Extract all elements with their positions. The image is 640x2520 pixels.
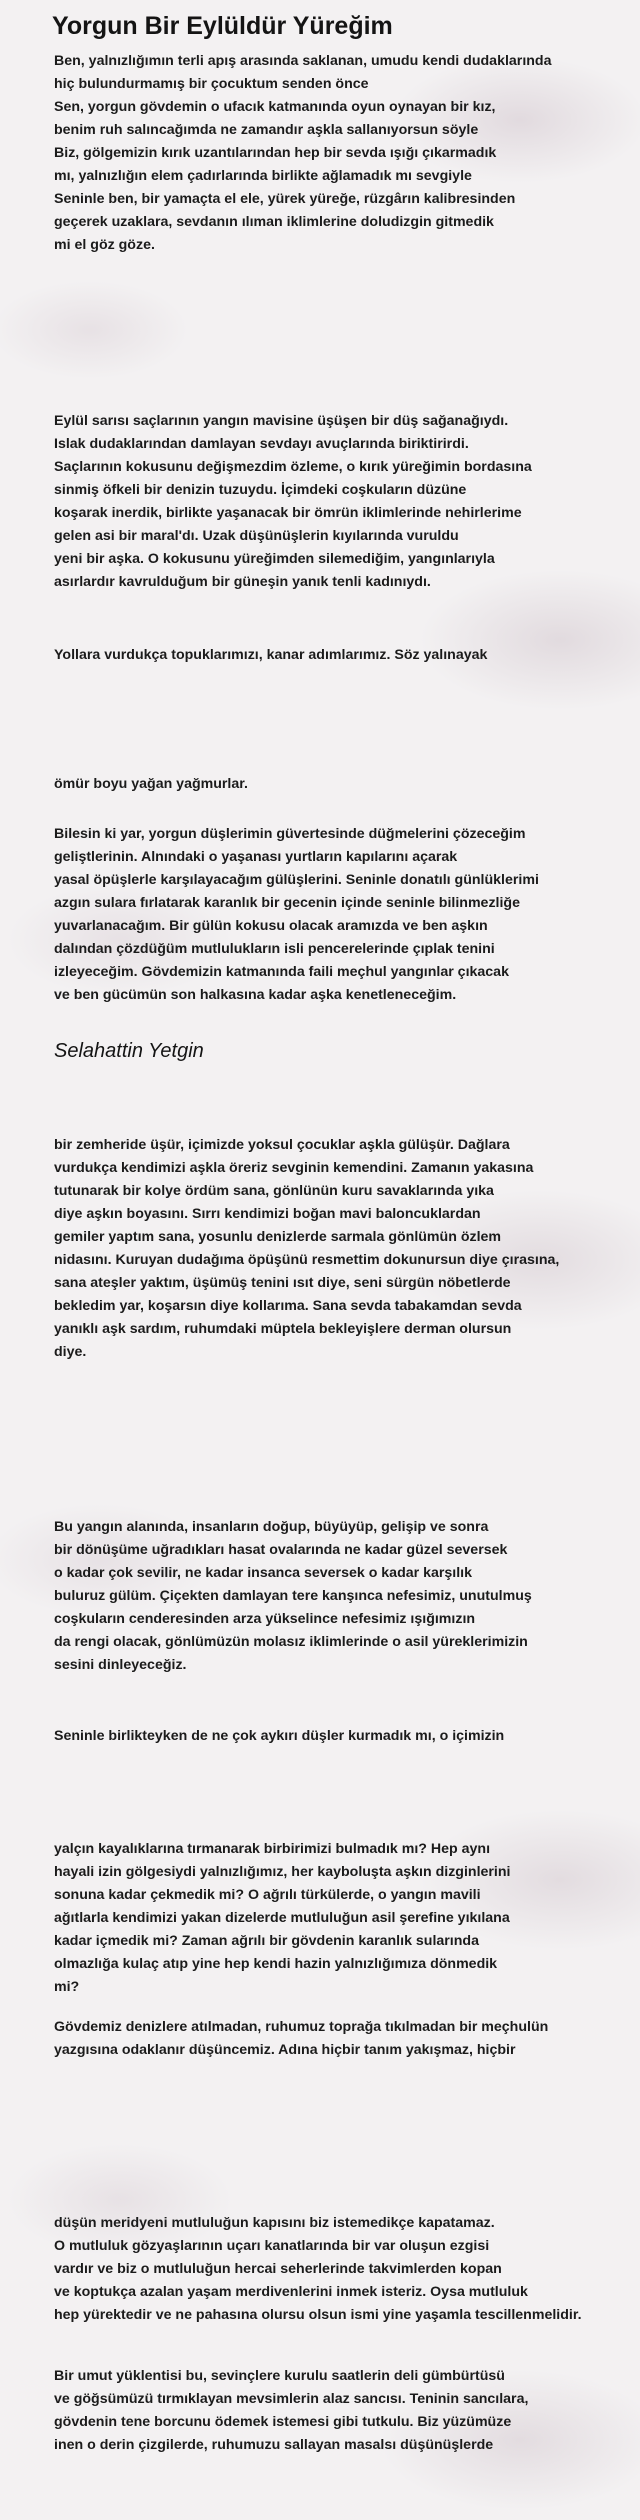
poem-paragraph-2: Eylül sarısı saçlarının yangın mavisine üşüşen bir düş sağanağıydı. Islak dudaklarından damlayan sevdayı avuçlarında biriktirirdi. Saçlarının kokusunu değişmezdim özleme, o kırık yüreğimin bordasına sinmiş öfkeli bir denizin tuzuydu. İçimdeki coşkuların düzüne koşarak inerdik, birlikte yaşanacak bir ömrün iklimlerinde nehirlerime gelen asi bir maral'dı. Uzak düşünüşlerin kıyılarında vuruldu yeni bir aşka. O kokusunu yüreğimden silemediğim, yangınlarıyla asırlardır kavrulduğum bir güneşin yanık tenli kadınıydı. (54, 413, 532, 590)
poem-paragraph-4: ömür boyu yağan yağmurlar. (54, 776, 248, 792)
poem-paragraph-11: düşün meridyeni mutluluğun kapısını biz istemedikçe kapatamaz. O mutluluk gözyaşlarının uçarı kanatlarında bir var oluşun ezgisi vardır ve biz o mutluluğun hercai seherlerinde takvimlerden kopan ve koptukça azalan yaşam merdivenlerini inmek isteriz. Oysa mutluluk hep yürektedir ve ne pahasına olursu olsun ismi yine yaşamla tescillenmelidir. (54, 2215, 582, 2323)
poem-paragraph-7: Bu yangın alanında, insanların doğup, büyüyüp, gelişip ve sonra bir dönüşüme uğradıkları hasat ovalarında ne kadar güzel seversek o kadar çok sevilir, ne kadar insanca seversek o kadar karşılık buluruz gülüm. Çiçekten damlayan tere kanşınca nefesimiz, unutulmuş coşkuların cenderesinden arza yükselince nefesimiz ışığımızın da rengi olacak, gönlümüzün molasız iklimlerinde o asil yüreklerimizin sesini dinleyeceğiz. (54, 1519, 532, 1673)
poem-paragraph-12: Bir umut yüklentisi bu, sevinçlere kurulu saatlerin deli gümbürtüsü ve göğsümüzü tırmıklayan mevsimlerin alaz sancısı. Teninin sancılara, gövdenin tene borcunu ödemek istemesi gibi tutkulu. Biz yüzümüze inen o derin çizgilerde, ruhumuzu sallayan masalsı düşünüşlerde (54, 2368, 529, 2453)
poem-title: Yorgun Bir Eylüldür Yüreğim (52, 12, 393, 40)
poem-paragraph-9: yalçın kayalıklarına tırmanarak birbirimizi bulmadık mı? Hep aynı hayali izin gölgesiydi yalnızlığımız, her kayboluşta aşkın dizginlerini sonuna kadar çekmedik mi? O ağrılı türkülerde, o yangın mavili ağıtlarla kendimizi yakan dizelerde mutluluğun asil şerefine yıkılana kadar içmedik mi? Zaman ağrılı bir gövdenin karanlık sularında olmazlığa kulaç atıp yine hep kendi hazin yalnızlığımıza dönmedik mi? (54, 1841, 511, 1995)
poem-paragraph-8: Seninle birlikteyken de ne çok aykırı düşler kurmadık mı, o içimizin (54, 1728, 505, 1744)
poem-paragraph-1: Ben, yalnızlığımın terli apış arasında saklanan, umudu kendi dudaklarında hiç bulundurmamış bir çocuktum senden önce Sen, yorgun gövdemin o ufacık katmanında oyun oynayan bir kız, benim ruh salıncağımda ne zamandır aşkla sallanıyorsun söyle Biz, gölgemizin kırık uzantılarından hep bir sevda ışığı çıkarmadık mı, yalnızlığın elem çadırlarında birlikte ağlamadık mı sevgiyle Seninle ben, bir yamaçta el ele, yürek yüreğe, rüzgârın kalibresinden geçerek uzaklara, sevdanın ılıman iklimlerine doludizgin gitmedik mi el göz göze. (54, 53, 552, 253)
poem-paragraph-6: bir zemheride üşür, içimizde yoksul çocuklar aşkla gülüşür. Dağlara vurdukça kendimizi aşkla öreriz sevginin kemendini. Zamanın yakasına tutunarak bir kolye ördüm sana, gönlünün kuru savaklarında yıka diye aşkın boyasını. Sırrı kendimizi boğan mavi baloncuklardan gemiler yaptım sana, yosunlu denizlerde sarmala gönlümün özlem nidasını. Kuruyan dudağıma öpüşünü resmettim dokunursun diye çırasına, sana ateşler yaktım, üşümüş tenini ısıt diye, seni sürgün nöbetlerde bekledim yar, koşarsın diye kollarıma. Sana sevda tabakamdan sevda yanıklı aşk sardım, ruhumdaki müptela bekleyişlere derman olursun diye. (54, 1137, 560, 1360)
poem-paragraph-10: Gövdemiz denizlere atılmadan, ruhumuz toprağa tıkılmadan bir meçhulün yazgısına odaklanır düşüncemiz. Adına hiçbir tanım yakışmaz, hiçbir (54, 2019, 549, 2058)
poem-paragraph-5: Bilesin ki yar, yorgun düşlerimin güvertesinde düğmelerini çözeceğim geliştlerinin. Alnındaki o yaşanası yurtların kapılarını açarak yasal öpüşlerle karşılayacağım gülüşlerini. Seninle donatılı günlüklerimi azgın sulara fırlatarak karanlık bir gecenin içinde seninle bilinmezliğe yuvarlanacağım. Bir gülün kokusu olacak aramızda ve ben aşkın dalından çözdüğüm mutlulukların isli pencerelerinde çıplak tenini izleyeceğim. Gövdemizin katmanında faili meçhul yangınlar çıkacak ve ben gücümün son halkasına kadar aşka kenetleneceğim. (54, 826, 539, 1003)
author-signature: Selahattin Yetgin (54, 1040, 204, 1062)
poem-paragraph-3: Yollara vurdukça topuklarımızı, kanar adımlarımız. Söz yalınayak (54, 647, 488, 663)
